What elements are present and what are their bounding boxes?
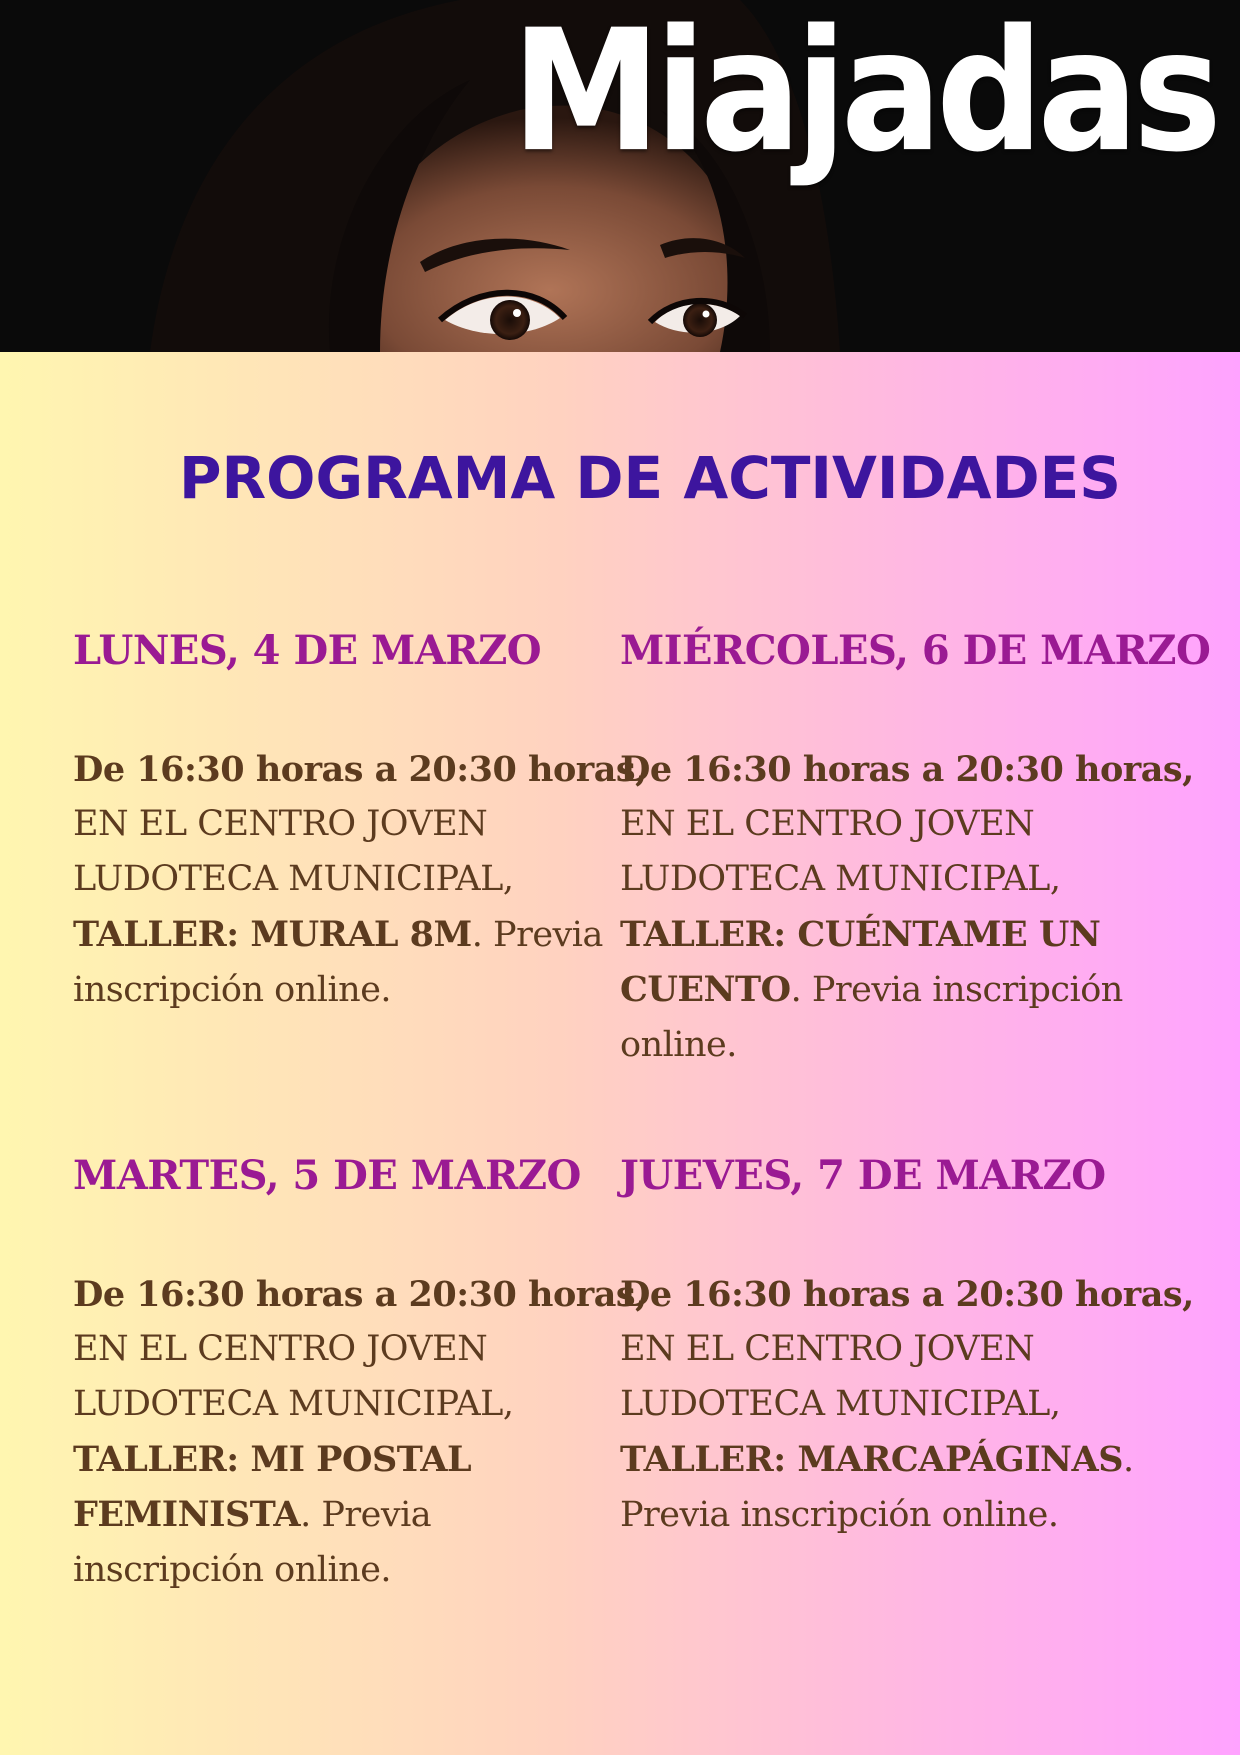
day-description	[73, 742, 647, 1018]
registration-note: .	[1123, 1440, 1134, 1480]
day-description	[73, 1267, 647, 1598]
taller-line	[73, 1487, 633, 1543]
day-heading: JUEVES, 7 DE MARZO	[620, 1152, 1106, 1199]
registration-note: . Previa	[471, 915, 603, 955]
registration-note: . Previa inscripción	[790, 970, 1123, 1010]
taller-name: CUENTO	[620, 969, 791, 1010]
registration-note: Previa inscripción online.	[620, 1495, 1059, 1535]
day-description	[620, 1267, 1194, 1543]
program-title: PROGRAMA DE ACTIVIDADES	[178, 444, 1122, 512]
place-line: EN EL CENTRO JOVEN	[73, 1329, 488, 1369]
day-heading: LUNES, 4 DE MARZO	[73, 627, 542, 674]
taller-line	[620, 1432, 1180, 1488]
registration-note: inscripción online.	[73, 1550, 392, 1590]
taller-name: FEMINISTA	[73, 1494, 301, 1535]
time-range: De 16:30 horas a 20:30 horas,	[620, 749, 1194, 790]
taller-line	[620, 962, 1180, 1018]
time-range: De 16:30 horas a 20:30 horas,	[73, 749, 647, 790]
place-line: EN EL CENTRO JOVEN	[620, 1329, 1035, 1369]
taller-line	[73, 907, 633, 963]
registration-note: . Previa	[300, 1495, 432, 1535]
taller-name: TALLER: CUÉNTAME UN	[620, 914, 1101, 955]
day-block-martes	[73, 1152, 647, 1598]
town-title: Miajadas	[511, 0, 1216, 190]
day-block-miercoles	[620, 627, 1211, 1073]
program-panel	[0, 352, 1240, 1755]
taller-name: TALLER: MURAL 8M	[73, 914, 472, 955]
taller-name: TALLER: MI POSTAL	[73, 1439, 472, 1480]
time-range: De 16:30 horas a 20:30 horas,	[73, 1274, 647, 1315]
day-description	[620, 742, 1194, 1073]
place-line: LUDOTECA MUNICIPAL,	[620, 859, 1061, 899]
day-heading: MARTES, 5 DE MARZO	[73, 1152, 581, 1199]
taller-name: TALLER: MARCAPÁGINAS	[620, 1439, 1123, 1480]
place-line: LUDOTECA MUNICIPAL,	[73, 859, 514, 899]
place-line: LUDOTECA MUNICIPAL,	[620, 1384, 1061, 1424]
registration-note: inscripción online.	[73, 970, 392, 1010]
registration-note: online.	[620, 1025, 737, 1065]
place-line: LUDOTECA MUNICIPAL,	[73, 1384, 514, 1424]
place-line: EN EL CENTRO JOVEN	[620, 804, 1035, 844]
day-heading: MIÉRCOLES, 6 DE MARZO	[620, 627, 1211, 674]
day-block-lunes	[73, 627, 647, 1018]
hero-photo	[0, 0, 1240, 352]
day-block-jueves	[620, 1152, 1194, 1543]
place-line: EN EL CENTRO JOVEN	[73, 804, 488, 844]
time-range: De 16:30 horas a 20:30 horas,	[620, 1274, 1194, 1315]
